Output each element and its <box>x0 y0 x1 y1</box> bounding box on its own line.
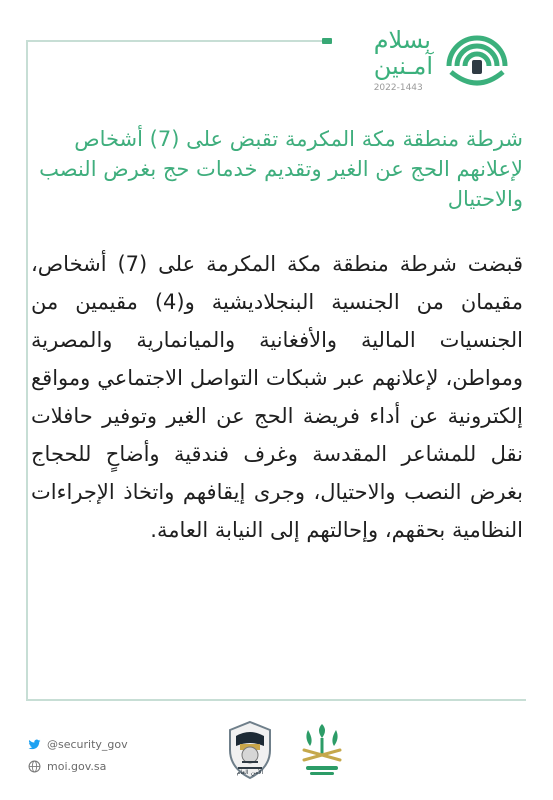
frame-bottom-border <box>26 699 526 701</box>
twitter-icon <box>28 738 41 751</box>
ksa-emblem-icon <box>294 720 350 782</box>
headline: شرطة منطقة مكة المكرمة تقبض على (7) أشخاص لإعلانهم الحج عن الغير وتقديم خدمات حج بغرض النصب والاحتيال <box>39 127 523 211</box>
frame-left-border <box>26 40 28 700</box>
signal-logo-icon <box>441 24 513 96</box>
frame-top-border <box>26 40 322 42</box>
website-row[interactable] <box>28 760 128 773</box>
frame-accent-mark <box>322 38 332 44</box>
twitter-handle: @security_gov <box>47 738 128 751</box>
logo-title-line-2: آمـنين <box>373 52 433 80</box>
twitter-handle-row[interactable] <box>28 738 128 751</box>
svg-text:الأمن العام: الأمن العام <box>236 769 264 776</box>
globe-icon <box>28 760 41 773</box>
logo-title-line-1: بسلام <box>373 26 431 54</box>
article-body: قبضت شرطة منطقة مكة المكرمة على (7) أشخاص، مقيمان من الجنسية البنجلاديشية و(4) مقيمين من الجنسيات المالية والأفغانية والميانمارية والمصرية ومواطن، لإعلانهم عبر شبكات التواصل الاجتماعي ومواقع إلكترونية عن أداء فريضة الحج عن الغير وتوفير حافلات نقل للمشاعر المقدسة وغرف فندقية وأضاحٍ للحجاج بغرض النصب والاحتيال، وجرى إيقافهم واتخاذ الإجراءات النظامية بحقهم، وإحالتهم إلى النيابة العامة. <box>31 252 524 542</box>
logo-year: 2022-1443 <box>373 83 423 93</box>
public-security-emblem-icon <box>222 720 278 782</box>
footer-emblems <box>222 720 350 782</box>
website-url: moi.gov.sa <box>47 760 107 773</box>
campaign-logo <box>333 20 513 100</box>
footer-contacts <box>28 738 128 773</box>
